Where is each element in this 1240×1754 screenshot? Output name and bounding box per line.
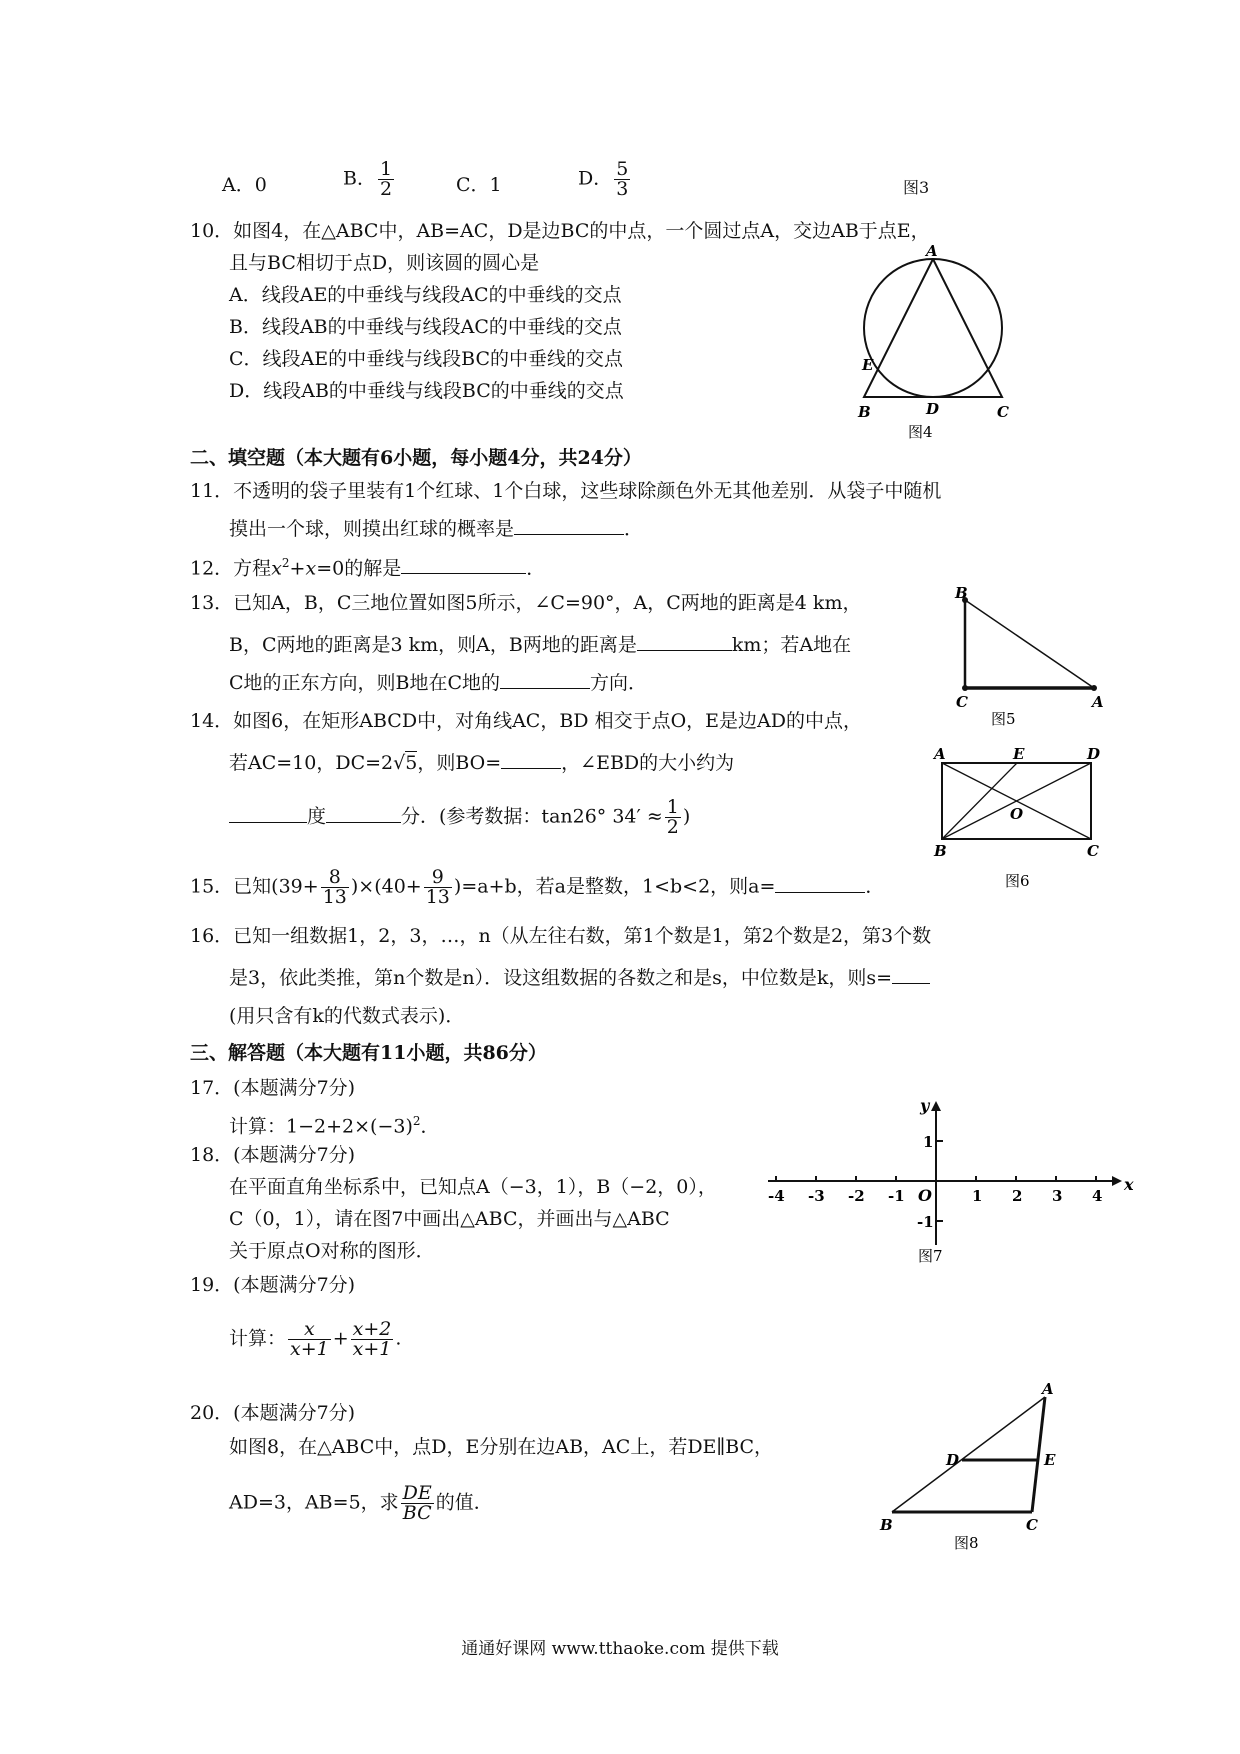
q15-part-c: )=a+b，若a是整数，1<b<2，则a= xyxy=(453,875,776,898)
fig4-label-c: C xyxy=(997,403,1009,421)
fig6-label-a: A xyxy=(934,745,946,763)
fig4-label-a: A xyxy=(926,242,938,260)
q14-line-2b: ，则BO= xyxy=(417,752,502,774)
fig7-y-tick-label: 1 xyxy=(923,1133,934,1151)
q12-var-x: x xyxy=(271,557,282,580)
q14-bo-blank[interactable] xyxy=(501,748,561,769)
q15-line xyxy=(190,868,884,907)
fig7-x-tick-label: 4 xyxy=(1092,1187,1103,1205)
q18-header: 18．(本题满分7分) xyxy=(190,1144,356,1166)
q16-line-2 xyxy=(229,963,930,991)
q13-line-2 xyxy=(229,630,851,658)
q13-line-3 xyxy=(229,668,647,696)
section-3-title: 三、解答题（本大题有11小题，共86分） xyxy=(190,1042,547,1064)
fig4-caption: 图4 xyxy=(908,423,933,441)
fig8-label-d: D xyxy=(946,1451,960,1469)
q13-distance-blank[interactable] xyxy=(637,630,732,651)
fig6-label-e: E xyxy=(1013,745,1025,763)
q15-part-a: 15．已知(39+ xyxy=(190,875,319,898)
figure-7-coordinate-axes xyxy=(760,1095,1140,1265)
q18-line-3: 关于原点O对称的图形． xyxy=(229,1240,435,1262)
fig6-label-c: C xyxy=(1087,842,1099,860)
q12-prefix: 12．方程 xyxy=(190,557,272,580)
fig7-x-tick-label: 3 xyxy=(1052,1187,1063,1205)
fig7-y-arrow xyxy=(931,1101,941,1111)
q10-line-1: 10．如图4，在△ABC中，AB=AC，D是边BC的中点，一个圆过点A，交边AB于点E， xyxy=(190,220,930,242)
q16-line-1: 16．已知一组数据1，2，3，…，n（从左往右数，第1个数是1，第2个数是2，第3个数 xyxy=(190,925,932,947)
figure-8 xyxy=(870,1372,1070,1552)
q14-line-3 xyxy=(229,798,690,837)
fig5-label-b: B xyxy=(955,584,968,602)
q9-option-d-fraction xyxy=(614,160,630,199)
q19-fraction-2 xyxy=(351,1320,394,1359)
q11-answer-blank[interactable] xyxy=(514,514,624,535)
q10-option-b: B．线段AB的中垂线与线段AC的中垂线的交点 xyxy=(229,316,622,338)
q14-degree-blank[interactable] xyxy=(229,802,307,823)
figure-4 xyxy=(850,240,1030,440)
q17-end: ． xyxy=(420,1115,440,1138)
q9-option-b xyxy=(343,160,396,199)
fig5-point-a xyxy=(1091,685,1097,691)
q14-line-2c: ，∠EBD的大小约为 xyxy=(561,752,735,774)
figure-6 xyxy=(930,745,1130,893)
fig7-x-tick-label: -2 xyxy=(848,1187,865,1205)
fig4-label-e: E xyxy=(862,356,874,374)
q12-rest: =0的解是 xyxy=(316,557,402,580)
q17-exponent: 2 xyxy=(412,1114,421,1128)
q11-line-1: 11．不透明的袋子里装有1个红球、1个白球，这些球除颜色外无其他差别．从袋子中随机 xyxy=(190,480,942,502)
q15-numerator-2: 9 xyxy=(424,868,452,888)
q19-numerator-1: x xyxy=(288,1320,331,1340)
q13-line-2a: B，C两地的距离是3 km，则A，B两地的距离是 xyxy=(229,634,637,656)
fig5-label-c: C xyxy=(956,693,968,711)
q9-b-denominator: 2 xyxy=(379,178,393,200)
q20-numerator: DE xyxy=(402,1482,432,1504)
q20-line-2 xyxy=(229,1484,493,1523)
q15-answer-blank[interactable] xyxy=(775,872,865,893)
q14-line-3c: ) xyxy=(682,805,691,828)
q14-ref-fraction xyxy=(665,798,681,837)
q13-line-3b: 方向． xyxy=(590,672,648,694)
fig6-label-b: B xyxy=(934,842,947,860)
fig7-caption: 图7 xyxy=(918,1247,943,1265)
q17-body xyxy=(229,1108,440,1139)
fig7-x-arrow xyxy=(1112,1176,1122,1186)
sqrt-symbol: √ xyxy=(393,752,406,774)
q15-part-b: )×(40+ xyxy=(350,875,422,898)
q18-line-2: C（0，1），请在图7中画出△ABC，并画出与△ABC xyxy=(229,1208,670,1230)
figure-5 xyxy=(950,584,1120,730)
q9-option-c: C．1 xyxy=(456,174,502,196)
q19-fraction-1 xyxy=(288,1320,331,1359)
q16-line-3: (用只含有k的代数式表示)． xyxy=(229,1005,465,1027)
q15-numerator-1: 8 xyxy=(321,868,349,888)
section-2-title: 二、填空题（本大题有6小题，每小题4分，共24分） xyxy=(190,447,642,469)
fig7-x-tick-label: 2 xyxy=(1012,1187,1023,1205)
q10-option-a: A．线段AE的中垂线与线段AC的中垂线的交点 xyxy=(229,284,622,306)
fig5-point-c xyxy=(962,685,968,691)
fig7-x-label: x xyxy=(1124,1175,1134,1194)
fig6-segment-eb xyxy=(942,763,1017,839)
q11-line-2-text: 摸出一个球，则摸出红球的概率是 xyxy=(229,518,515,540)
q14-sqrt-value: 5 xyxy=(405,752,418,774)
fig8-caption: 图8 xyxy=(954,1534,979,1552)
q9-option-d xyxy=(578,160,632,199)
fig7-origin-label: O xyxy=(918,1186,932,1205)
q14-line-3a: 度 xyxy=(307,805,327,828)
fig8-label-c: C xyxy=(1026,1516,1038,1534)
q18-line-1: 在平面直角坐标系中，已知点A（−3，1），B（−2，0）， xyxy=(229,1176,717,1198)
fig6-label-o: O xyxy=(1010,805,1024,823)
fig5-side-ab xyxy=(965,600,1094,688)
fig5-label-a: A xyxy=(1092,693,1104,711)
fig7-y-tick-label: -1 xyxy=(917,1213,934,1231)
q12-line xyxy=(190,550,545,581)
q9-b-numerator: 1 xyxy=(379,158,393,180)
q14-line-1: 14．如图6，在矩形ABCD中，对角线AC，BD 相交于点O，E是边AD的中点， xyxy=(190,710,862,732)
q10-option-c: C．线段AE的中垂线与线段BC的中垂线的交点 xyxy=(229,348,623,370)
fig7-x-tick-label: -4 xyxy=(768,1187,785,1205)
fig7-x-tick-label: -1 xyxy=(888,1187,905,1205)
q11-line-end: ． xyxy=(624,518,644,540)
fig8-label-e: E xyxy=(1044,1451,1056,1469)
q15-fraction-1 xyxy=(321,868,349,907)
q10-line-2: 且与BC相切于点D，则该圆的圆心是 xyxy=(229,252,540,274)
q14-line-3b: 分．(参考数据：tan26° 34′ ≈ xyxy=(401,805,663,828)
q15-end: ． xyxy=(865,875,885,898)
q9-option-a: A．0 xyxy=(222,174,267,196)
q15-denominator-2: 13 xyxy=(425,886,450,908)
figure-3-caption: 图3 xyxy=(903,178,930,197)
q9-option-b-fraction xyxy=(378,160,394,199)
q14-line-2a: 若AC=10，DC=2 xyxy=(229,752,394,774)
fig8-label-a: A xyxy=(1042,1380,1054,1398)
q13-line-2b: km；若A地在 xyxy=(731,634,852,656)
q13-direction-blank[interactable] xyxy=(500,668,590,689)
q13-line-3a: C地的正东方向，则B地在C地的 xyxy=(229,672,501,694)
q14-minute-blank[interactable] xyxy=(326,802,401,823)
q16-line-2-text: 是3，依此类推，第n个数是n）．设这组数据的各数之和是s，中位数是k，则s= xyxy=(229,967,892,989)
q20-header: 20．(本题满分7分) xyxy=(190,1402,356,1424)
q11-line-2 xyxy=(229,514,643,542)
q15-fraction-2 xyxy=(424,868,452,907)
fig7-y-label: y xyxy=(920,1096,930,1115)
q19-plus: + xyxy=(332,1327,349,1350)
q12-plus: + xyxy=(289,557,306,580)
q14-ref-numerator: 1 xyxy=(666,796,679,818)
q13-line-1: 13．已知A，B，C三地位置如图5所示，∠C=90°，A，C两地的距离是4 km， xyxy=(190,592,862,614)
fig7-x-tick-label: -3 xyxy=(808,1187,825,1205)
fig6-label-d: D xyxy=(1087,745,1101,763)
q15-denominator-1: 13 xyxy=(322,886,347,908)
q12-var-x2: x xyxy=(305,557,317,580)
q20-line-2b: 的值． xyxy=(435,1491,493,1514)
fig8-side-ab xyxy=(892,1397,1045,1512)
fig6-caption: 图6 xyxy=(1005,872,1030,890)
fig4-label-d: D xyxy=(926,400,940,418)
q20-denominator: BC xyxy=(402,1502,432,1524)
q9-option-b-label: B． xyxy=(343,167,376,190)
q19-header: 19．(本题满分7分) xyxy=(190,1274,356,1296)
q19-numerator-2: x+2 xyxy=(352,1318,392,1340)
page-footer: 通通好课网 www.tthaoke.com 提供下载 xyxy=(461,1639,779,1659)
fig4-circle xyxy=(864,259,1002,397)
fig5-caption: 图5 xyxy=(991,710,1016,728)
fig4-label-b: B xyxy=(858,403,871,421)
q14-line-2 xyxy=(229,748,734,776)
q9-d-denominator: 3 xyxy=(616,178,629,200)
q12-answer-blank[interactable] xyxy=(401,553,526,574)
fig8-label-b: B xyxy=(880,1516,893,1534)
q17-expression: 计算：1−2+2×(−3) xyxy=(229,1115,413,1138)
q19-end: . xyxy=(395,1327,402,1350)
q14-ref-denominator: 2 xyxy=(666,816,679,838)
q19-denominator-2: x+1 xyxy=(352,1338,392,1360)
q9-option-d-label: D． xyxy=(578,167,613,190)
q19-label: 计算： xyxy=(229,1327,287,1350)
q20-line-2a: AD=3，AB=5，求 xyxy=(229,1491,399,1514)
q9-d-numerator: 5 xyxy=(616,158,629,180)
q16-answer-blank[interactable] xyxy=(892,963,930,984)
q19-denominator-1: x+1 xyxy=(290,1338,329,1360)
q20-fraction xyxy=(401,1484,434,1523)
q20-line-1: 如图8，在△ABC中，点D，E分别在边AB，AC上，若DE∥BC， xyxy=(229,1436,774,1458)
q19-body xyxy=(229,1320,401,1359)
q12-end: ． xyxy=(526,557,546,580)
q12-exponent: 2 xyxy=(281,556,290,570)
q10-option-d: D．线段AB的中垂线与线段BC的中垂线的交点 xyxy=(229,380,624,402)
q17-header: 17．(本题满分7分) xyxy=(190,1077,356,1099)
fig7-x-tick-label: 1 xyxy=(972,1187,983,1205)
